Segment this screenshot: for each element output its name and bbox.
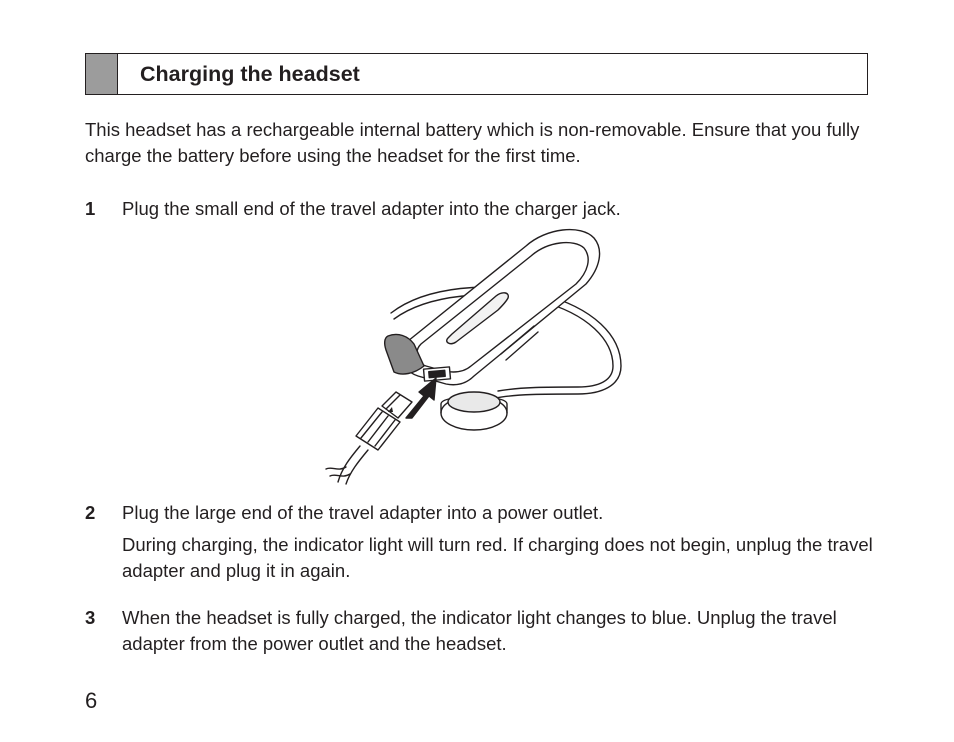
section-title: Charging the headset <box>140 62 360 86</box>
step-1 <box>85 196 875 222</box>
step-note: During charging, the indicator light will turn red. If charging does not begin, unplug the travel adapter and plug it in again. <box>122 534 873 581</box>
section-header <box>85 53 868 95</box>
page-number: 6 <box>85 688 98 713</box>
intro-paragraph: This headset has a rechargeable internal battery which is non-removable. Ensure that you fully charge the battery before using the headset for the first time. <box>85 119 860 166</box>
step-number: 2 <box>85 502 96 523</box>
step-2 <box>85 500 875 584</box>
step-number: 3 <box>85 607 96 628</box>
step-text: When the headset is fully charged, the indicator light changes to blue. Unplug the travel adapter from the power outlet and the headset. <box>122 607 837 654</box>
step-number: 1 <box>85 198 96 219</box>
step-text: Plug the small end of the travel adapter into the charger jack. <box>122 198 621 219</box>
step-text: Plug the large end of the travel adapter into a power outlet. <box>122 502 604 523</box>
step-3 <box>85 605 875 657</box>
headset-charging-illustration <box>316 226 636 488</box>
section-header-tab <box>86 54 118 94</box>
